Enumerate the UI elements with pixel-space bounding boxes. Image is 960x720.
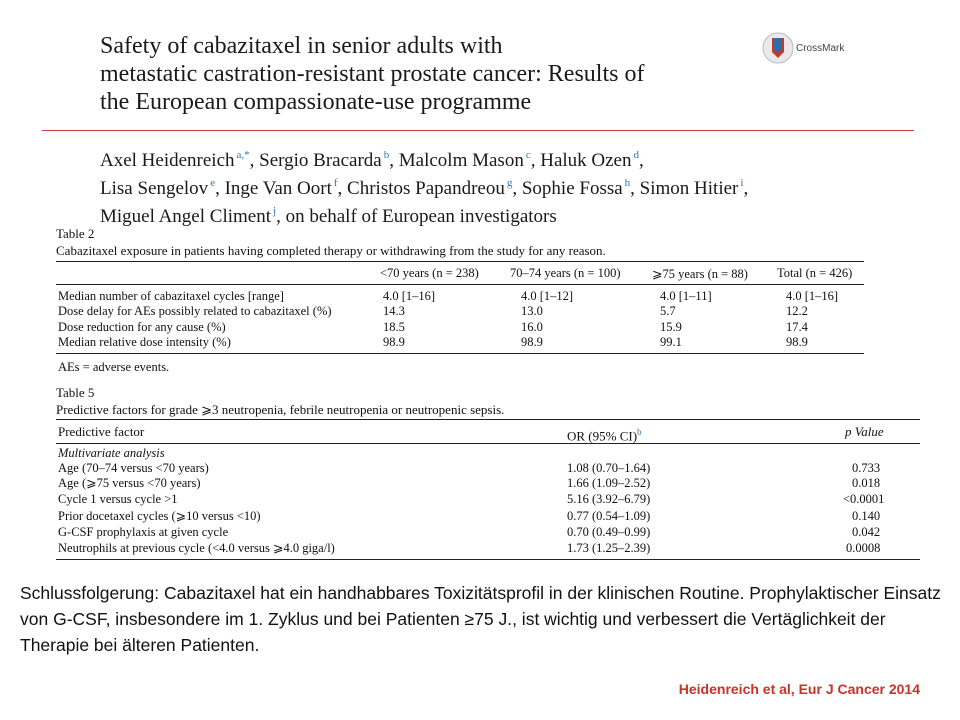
source-citation: Heidenreich et al, Eur J Cancer 2014: [678, 681, 920, 697]
crossmark-badge[interactable]: [762, 32, 844, 64]
affiliation-link[interactable]: c: [525, 149, 531, 161]
table2-col-header: 70–74 years (n = 100): [510, 266, 621, 280]
table2-cell: 4.0 [1–16]: [383, 289, 436, 303]
author-separator: ,: [512, 178, 522, 199]
table2-cell: 13.0: [521, 304, 543, 318]
table2-cell: 4.0 [1–12]: [521, 289, 574, 303]
author-name: Inge Van Oort: [224, 178, 332, 199]
table5-or: 1.66 (1.09–2.52): [567, 476, 651, 490]
table2-cell: 12.2: [786, 304, 808, 318]
table2-cell: 4.0 [1–11]: [660, 289, 712, 303]
table2-bottom-rule: [56, 353, 864, 354]
author-separator: ,: [630, 178, 640, 199]
header-divider: [42, 130, 914, 131]
affiliation-link[interactable]: j: [273, 205, 277, 217]
table2-cell: 18.5: [383, 320, 405, 334]
author-separator: ,: [743, 178, 749, 199]
author-name: Sergio Bracarda: [259, 150, 382, 171]
affiliation-link[interactable]: h: [624, 177, 631, 189]
author-separator: ,: [389, 150, 399, 171]
table5-factor: Age (70–74 versus <70 years): [58, 461, 209, 475]
or-header-text: OR (95% CI): [567, 428, 638, 444]
table5-p: <0.0001: [843, 492, 885, 506]
table5-p: 0.042: [852, 525, 881, 539]
author-name: Sophie Fossa: [521, 178, 623, 199]
table2-row-label: Dose delay for AEs possibly related to cabazitaxel (%): [58, 304, 332, 318]
table5-bottom-rule: [56, 559, 920, 560]
table5-top-rule: [56, 419, 920, 420]
author-line: [100, 172, 920, 200]
affiliation-link[interactable]: b: [383, 149, 390, 161]
affiliation-link[interactable]: d: [633, 149, 639, 161]
affiliation-link[interactable]: a,*: [236, 149, 250, 161]
table5-p: 0.733: [852, 461, 881, 475]
author-name: Miguel Angel Climent: [100, 206, 271, 227]
table2-cell: 5.7: [660, 304, 676, 318]
table2-cell: 99.1: [660, 335, 682, 349]
author-separator: ,: [215, 178, 225, 199]
table5-or: 1.08 (0.70–1.64): [567, 461, 651, 475]
paper-title: [100, 32, 760, 116]
table2-cell: 98.9: [383, 335, 405, 349]
crossmark-icon: [762, 32, 794, 64]
table2-row-label: Dose reduction for any cause (%): [58, 320, 226, 334]
author-name: Christos Papandreou: [347, 178, 505, 199]
table2-top-rule: [56, 261, 864, 262]
table5-or: 0.70 (0.49–0.99): [567, 525, 651, 539]
table2-col-header: <70 years (n = 238): [380, 266, 479, 280]
table2-row-label: Median relative dose intensity (%): [58, 335, 231, 349]
table5-col-header: p Value: [845, 424, 884, 439]
table2-col-header: ⩾75 years (n = 88): [652, 267, 748, 281]
conclusion-text: Schlussfolgerung: Cabazitaxel hat ein handhabbares Toxizitätsprofil in der klinischen Routine. Prophylaktischer Einsatz von G-CSF, insbesondere im 1. Zyklus und bei Patienten ≥75 J., ist wichtig und verbessert die Vertäglichkeit der Therapie bei älteren Patienten.: [20, 583, 941, 655]
table5-header-rule: [56, 443, 920, 444]
author-separator: ,: [337, 178, 348, 199]
author-separator: ,: [249, 150, 260, 171]
title-line: metastatic castration-resistant prostate cancer: Results of: [100, 61, 645, 87]
author-separator: , on behalf of European investigators: [276, 206, 557, 227]
table5-factor: Prior docetaxel cycles (⩾10 versus <10): [58, 509, 261, 523]
table5-caption: Predictive factors for grade ⩾3 neutropenia, febrile neutropenia or neutropenic sepsis.: [56, 402, 505, 417]
author-name: Simon Hitier: [639, 178, 739, 199]
table5-p: 0.140: [852, 509, 881, 523]
table5-or: 5.16 (3.92–6.79): [567, 492, 651, 506]
table2-row-label: Median number of cabazitaxel cycles [range]: [58, 289, 284, 303]
table2-cell: 98.9: [521, 335, 543, 349]
table5-label: Table 5: [56, 385, 95, 400]
table5-factor: Neutrophils at previous cycle (<4.0 versus ⩾4.0 giga/l): [58, 541, 335, 555]
table5-p: 0.0008: [846, 541, 881, 555]
table2-caption: Cabazitaxel exposure in patients having completed therapy or withdrawing from the study for any reason.: [56, 243, 606, 258]
crossmark-label: CrossMark: [796, 42, 845, 54]
table2-col-header: Total (n = 426): [777, 266, 853, 280]
table5-factor: G-CSF prophylaxis at given cycle: [58, 525, 229, 539]
table5-p: 0.018: [852, 476, 881, 490]
table5-section-label: Multivariate analysis: [58, 446, 165, 460]
title-line: Safety of cabazitaxel in senior adults with: [100, 33, 503, 59]
author-name: Haluk Ozen: [540, 150, 632, 171]
author-list: [100, 144, 920, 228]
table5-col-header: Predictive factor: [58, 424, 145, 439]
table5-factor: Cycle 1 versus cycle >1: [58, 492, 178, 506]
author-name: Malcolm Mason: [398, 150, 524, 171]
table2-label: Table 2: [56, 226, 95, 241]
table2-cell: 14.3: [383, 304, 405, 318]
table2-header-rule: [56, 284, 864, 285]
table5-col-header: [567, 425, 642, 443]
affiliation-link[interactable]: g: [506, 177, 513, 189]
footnote-marker[interactable]: b: [637, 427, 642, 437]
title-line: the European compassionate-use programme: [100, 89, 532, 115]
author-line: [100, 144, 920, 172]
affiliation-link[interactable]: f: [333, 177, 338, 189]
author-name: Lisa Sengelov: [100, 178, 209, 199]
table5-factor: Age (⩾75 versus <70 years): [58, 476, 201, 490]
table2-footnote: AEs = adverse events.: [58, 360, 170, 374]
table2-cell: 16.0: [521, 320, 543, 334]
author-name: Axel Heidenreich: [100, 150, 235, 171]
affiliation-link[interactable]: e: [210, 177, 216, 189]
author-separator: ,: [639, 150, 644, 171]
table2-cell: 17.4: [786, 320, 808, 334]
author-separator: ,: [530, 150, 541, 171]
author-line: [100, 200, 920, 228]
affiliation-link[interactable]: i: [740, 177, 744, 189]
table2-cell: 15.9: [660, 320, 682, 334]
table5-or: 0.77 (0.54–1.09): [567, 509, 651, 523]
table5-or: 1.73 (1.25–2.39): [567, 541, 651, 555]
table2-cell: 4.0 [1–16]: [786, 289, 839, 303]
table2-cell: 98.9: [786, 335, 808, 349]
